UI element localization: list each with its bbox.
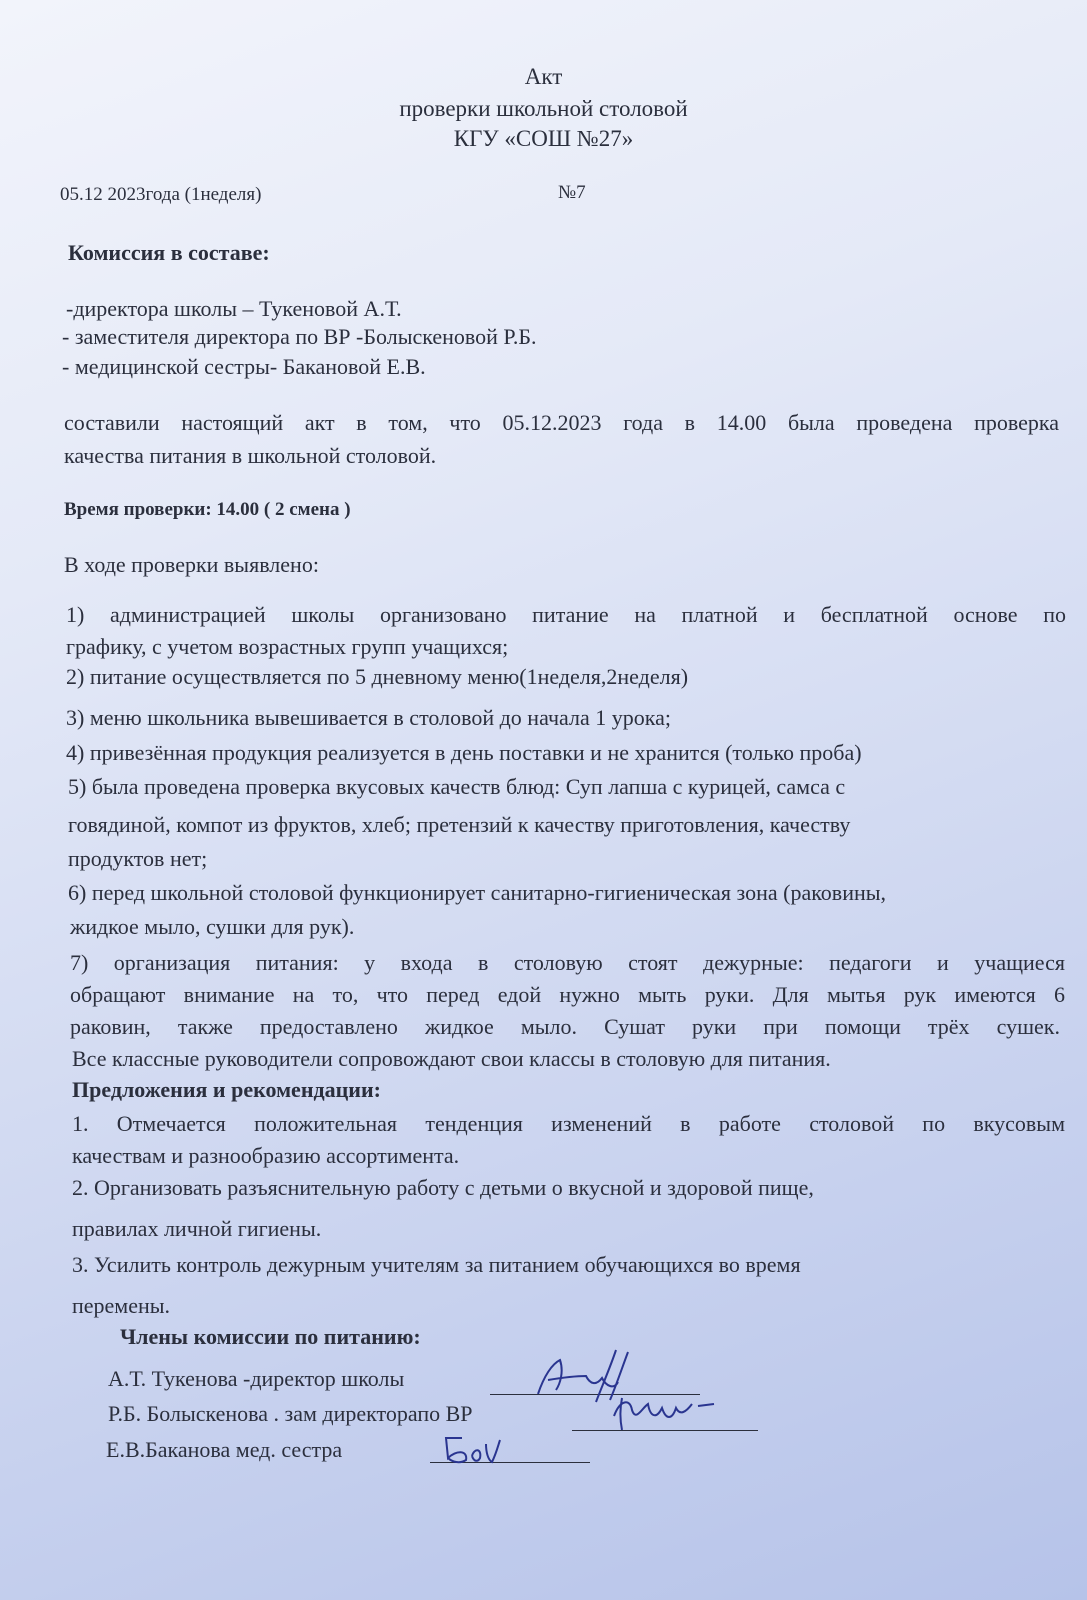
commission-member: -директора школы – Тукеновой А.Т. <box>66 296 402 321</box>
signatures-heading: Члены комиссии по питанию: <box>120 1324 421 1349</box>
act-date: 05.12 2023года (1неделя) <box>60 184 262 205</box>
recommendation-line: перемены. <box>72 1293 171 1318</box>
recommendation-line: правилах личной гигиены. <box>72 1216 322 1241</box>
commission-member: - медицинской сестры- Бакановой Е.В. <box>62 354 426 379</box>
finding-line: жидкое мыло, сушки для рук). <box>70 914 355 939</box>
finding-line: графику, с учетом возрастных групп учащихся; <box>66 634 509 659</box>
check-time: Время проверки: 14.00 ( 2 смена ) <box>64 499 351 520</box>
finding-line: Все классные руководители сопровождают свои классы в столовую для питания. <box>72 1046 831 1071</box>
commission-heading: Комиссия в составе: <box>68 240 270 265</box>
signature-bolyskenova <box>610 1386 720 1436</box>
organization-name: КГУ «СОШ №27» <box>453 126 634 151</box>
finding-line: говядиной, компот из фруктов, хлеб; претензий к качеству приготовления, качеству <box>68 812 851 837</box>
finding-line: 3) меню школьника вывешивается в столовой до начала 1 урока; <box>66 705 671 730</box>
signatory-label: Р.Б. Болыскенова . зам директорапо ВР <box>108 1401 473 1426</box>
recommendations-heading: Предложения и рекомендации: <box>72 1077 381 1102</box>
recommendation-line: 3. Усилить контроль дежурным учителям за питанием обучающихся во время <box>72 1252 801 1277</box>
commission-member: - заместителя директора по ВР -Болыскеновой Р.Б. <box>62 324 537 349</box>
recommendation-line: 1. Отмечается положительная тенденция изменений в работе столовой по вкусовым <box>72 1111 1065 1136</box>
finding-line: 7) организация питания: у входа в столовую стоят дежурные: педагоги и учащиеся <box>70 950 1065 975</box>
finding-line: 4) привезённая продукция реализуется в день поставки и не хранится (только проба) <box>66 740 862 765</box>
finding-line: раковин, также предоставлено жидкое мыло. Сушат руки при помощи трёх сушек. <box>70 1014 1060 1039</box>
signatory-label: Е.В.Баканова мед. сестра <box>106 1437 343 1462</box>
recommendation-line: 2. Организовать разъяснительную работу с детьми о вкусной и здоровой пище, <box>72 1175 814 1200</box>
document-title: Акт <box>524 64 563 89</box>
finding-line: 2) питание осуществляется по 5 дневному меню(1неделя,2неделя) <box>66 664 689 689</box>
recommendation-line: качествам и разнообразию ассортимента. <box>72 1143 460 1168</box>
finding-line: продуктов нет; <box>68 846 208 871</box>
findings-heading: В ходе проверки выявлено: <box>64 552 319 577</box>
signature-bakanova <box>442 1432 512 1468</box>
act-number: №7 <box>558 182 586 203</box>
signatory-label: А.Т. Тукенова -директор школы <box>108 1366 405 1391</box>
document-subtitle: проверки школьной столовой <box>399 96 688 121</box>
finding-line: 6) перед школьной столовой функционирует санитарно-гигиеническая зона (раковины, <box>68 880 887 905</box>
finding-line: 5) была проведена проверка вкусовых качеств блюд: Суп лапша с курицей, самса с <box>68 774 846 799</box>
intro-line: качества питания в школьной столовой. <box>64 443 437 468</box>
finding-line: 1) администрацией школы организовано питание на платной и бесплатной основе по <box>66 602 1066 627</box>
finding-line: обращают внимание на то, что перед едой нужно мыть руки. Для мытья рук имеются 6 <box>70 982 1065 1007</box>
intro-line: составили настоящий акт в том, что 05.12.2023 года в 14.00 была проведена проверка <box>64 410 1059 435</box>
